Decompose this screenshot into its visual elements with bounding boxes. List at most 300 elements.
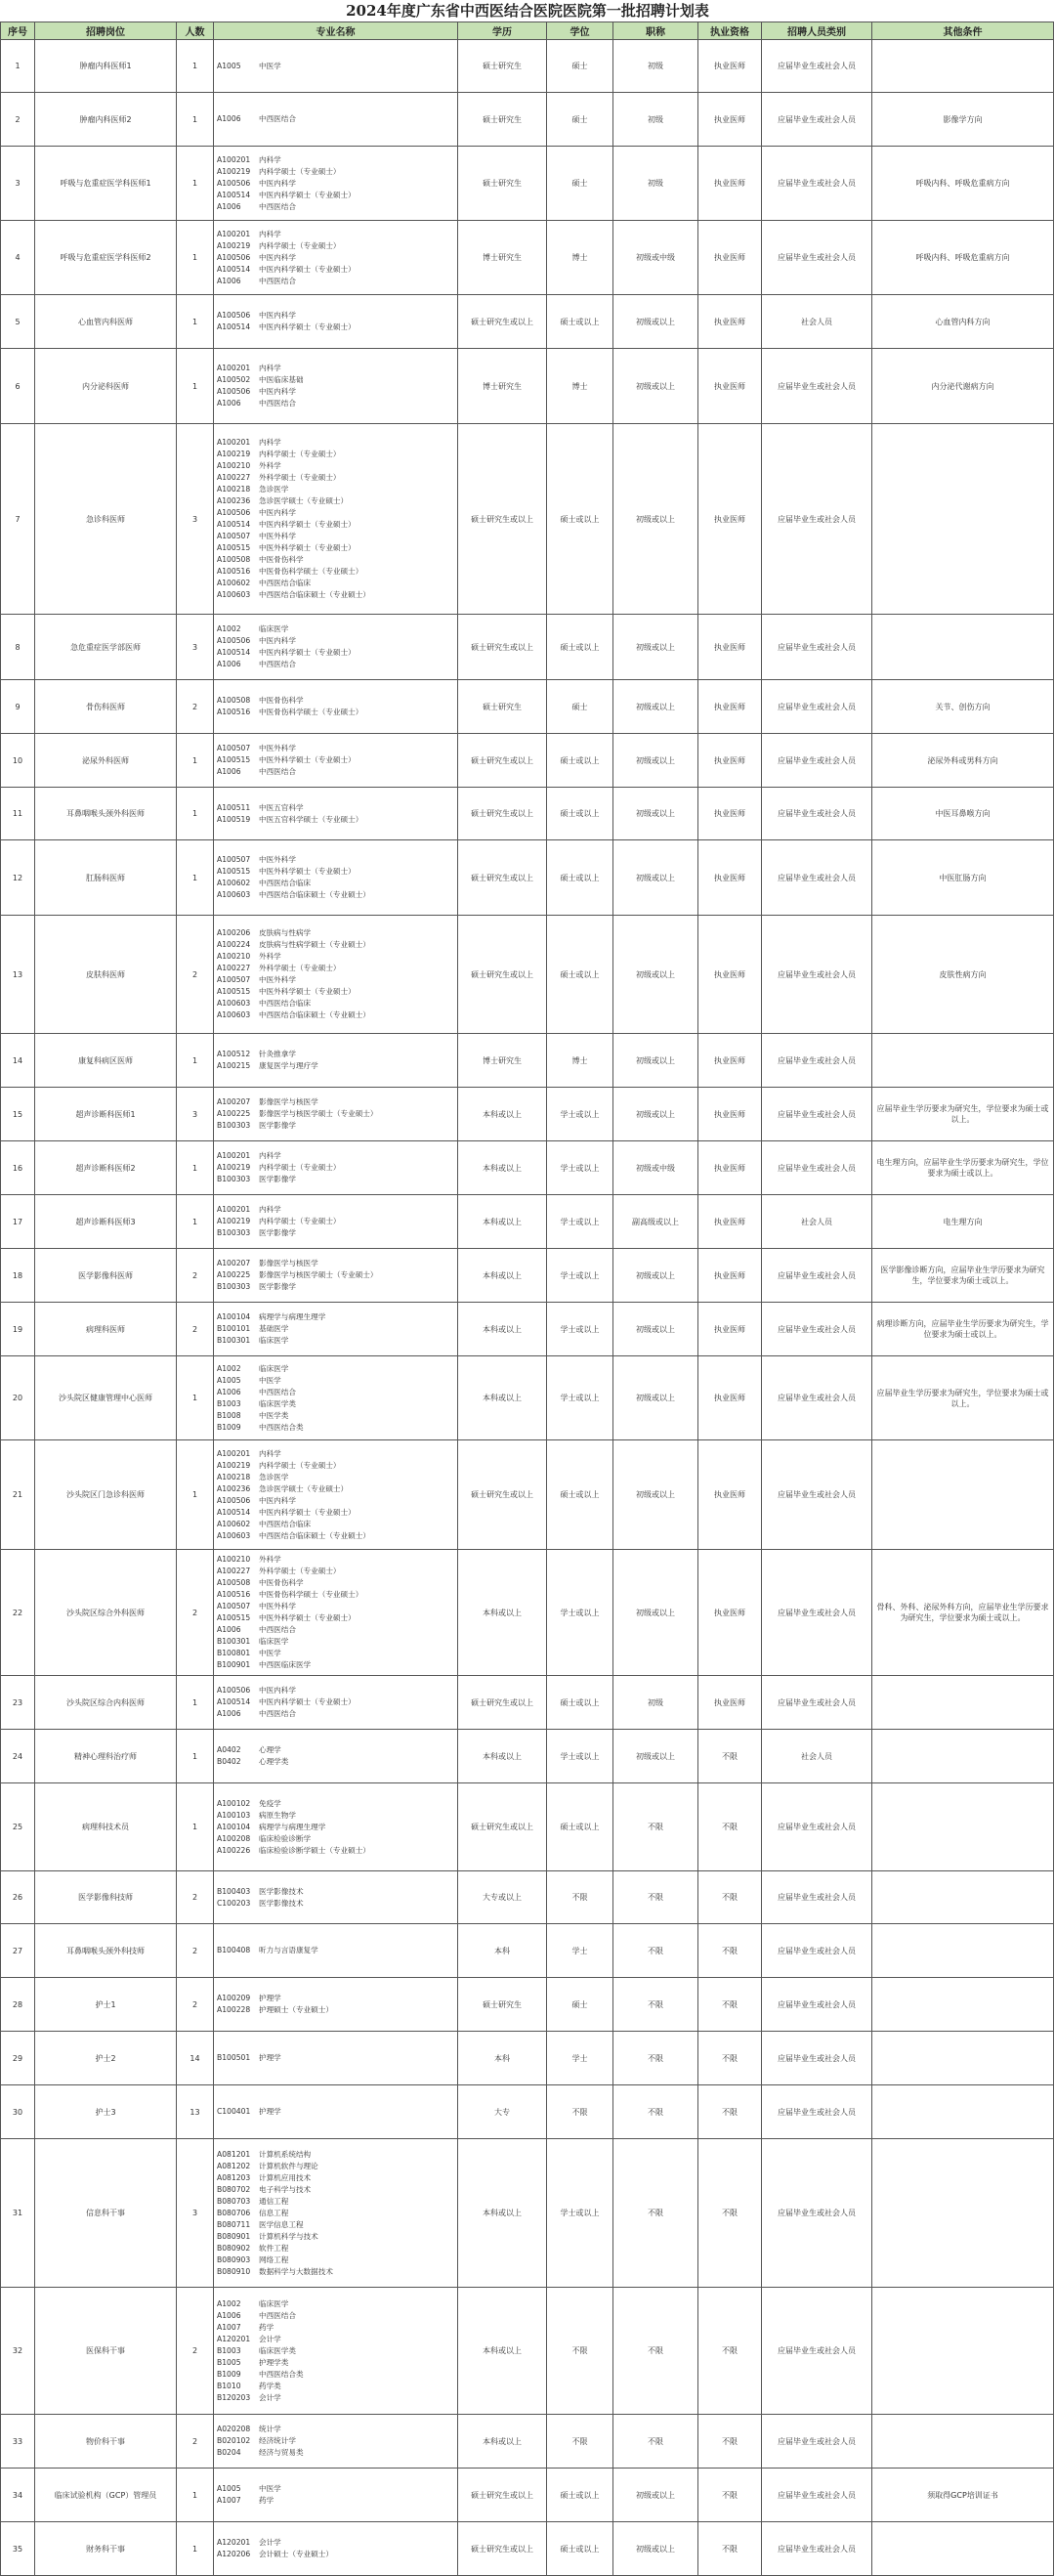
major-code: B100501 xyxy=(217,2053,251,2062)
major-item xyxy=(217,2161,455,2172)
cell-majors xyxy=(214,147,458,221)
major-item xyxy=(217,166,455,178)
major-item xyxy=(217,1258,455,1269)
cell-title: 副高级或以上 xyxy=(613,1195,698,1249)
major-name: 中医骨伤科学 xyxy=(259,696,304,705)
cell-majors xyxy=(214,2415,458,2469)
major-code: A1002 xyxy=(217,2298,241,2308)
header-count: 人数 xyxy=(177,22,214,40)
major-name: 急诊医学硕士（专业硕士） xyxy=(259,496,349,505)
cell-candidate-type: 应届毕业生或社会人员 xyxy=(762,2415,872,2469)
cell-degree: 硕士或以上 xyxy=(547,1676,613,1730)
major-item xyxy=(217,1744,455,1756)
major-item xyxy=(217,635,455,647)
major-item xyxy=(217,2334,455,2345)
table-row xyxy=(1,424,1054,615)
major-name: 中西医结合 xyxy=(259,767,296,776)
cell-other-conditions xyxy=(872,2415,1054,2469)
major-name: 中医学 xyxy=(259,1649,281,1657)
major-code: A100602 xyxy=(217,1519,251,1528)
major-code: A100219 xyxy=(217,166,251,176)
major-name: 中医外科学硕士（专业硕士） xyxy=(259,543,356,552)
major-item xyxy=(217,495,455,507)
cell-other-conditions: 呼吸内科、呼吸危重病方向 xyxy=(872,221,1054,295)
cell-other-conditions: 呼吸内科、呼吸危重病方向 xyxy=(872,147,1054,221)
cell-post: 超声诊断科医师2 xyxy=(35,1141,177,1195)
major-name: 计算机软件与理论 xyxy=(259,2161,318,2170)
major-name: 医学影像技术 xyxy=(259,1898,304,1908)
major-item xyxy=(217,1009,455,1021)
major-item xyxy=(217,113,455,125)
major-name: 中医外科学 xyxy=(259,1602,296,1610)
major-name: 中西医结合 xyxy=(259,201,296,211)
major-item xyxy=(217,1577,455,1589)
cell-count: 2 xyxy=(177,680,214,734)
cell-other-conditions xyxy=(872,1440,1054,1550)
major-code: A100218 xyxy=(217,485,251,494)
cell-qualification: 执业医师 xyxy=(698,1676,762,1730)
cell-candidate-type: 应届毕业生或社会人员 xyxy=(762,147,872,221)
major-code: B080901 xyxy=(217,2231,251,2241)
cell-no: 32 xyxy=(1,2288,35,2415)
major-name: 内科学硕士（专业硕士） xyxy=(259,166,341,176)
major-code: A100508 xyxy=(217,1578,251,1587)
cell-degree: 硕士或以上 xyxy=(547,916,613,1034)
major-code: B1003 xyxy=(217,1398,241,1408)
cell-majors xyxy=(214,840,458,916)
cell-candidate-type: 应届毕业生或社会人员 xyxy=(762,1978,872,2032)
major-name: 中医内科学 xyxy=(259,1495,296,1505)
major-code: A100201 xyxy=(217,364,251,372)
cell-post: 财务科干事 xyxy=(35,2522,177,2576)
cell-other-conditions xyxy=(872,40,1054,93)
major-name: 计算机系统结构 xyxy=(259,2149,312,2159)
cell-title: 初级或以上 xyxy=(613,349,698,424)
major-name: 内科学 xyxy=(259,1205,281,1214)
major-item xyxy=(217,659,455,670)
major-code: A100210 xyxy=(217,952,251,961)
cell-education: 本科或以上 xyxy=(458,1550,547,1676)
cell-no: 33 xyxy=(1,2415,35,2469)
cell-post: 医学影像科医师 xyxy=(35,1249,177,1303)
page-title: 2024年度广东省中西医结合医院医院第一批招聘计划表 xyxy=(346,2,709,20)
cell-count: 1 xyxy=(177,1356,214,1440)
major-name: 中西医结合 xyxy=(259,660,296,668)
table-row xyxy=(1,1088,1054,1141)
cell-qualification: 不限 xyxy=(698,1871,762,1924)
major-item xyxy=(217,1335,455,1347)
major-name: 急诊医学硕士（专业硕士） xyxy=(259,1483,349,1493)
major-item xyxy=(217,878,455,889)
cell-other-conditions: 中医肛肠方向 xyxy=(872,840,1054,916)
header-education: 学历 xyxy=(458,22,547,40)
major-name: 中医骨伤科学硕士（专业硕士） xyxy=(259,1590,363,1599)
cell-post: 泌尿外科医师 xyxy=(35,734,177,788)
cell-post: 沙头院区健康管理中心医师 xyxy=(35,1356,177,1440)
major-code: B080902 xyxy=(217,2243,251,2253)
cell-degree: 硕士或以上 xyxy=(547,2469,613,2522)
major-item xyxy=(217,2537,455,2549)
major-name: 中西医结合临床硕士（专业硕士） xyxy=(259,1530,370,1540)
cell-title: 初级或以上 xyxy=(613,788,698,840)
major-name: 内科学硕士（专业硕士） xyxy=(259,240,341,250)
major-name: 心理学类 xyxy=(259,1757,289,1766)
cell-count: 1 xyxy=(177,1195,214,1249)
major-code: A100506 xyxy=(217,178,251,188)
major-code: A100201 xyxy=(217,438,251,447)
major-code: A100514 xyxy=(217,264,251,274)
table-row xyxy=(1,734,1054,788)
cell-other-conditions: 心血管内科方向 xyxy=(872,295,1054,349)
cell-degree: 硕士 xyxy=(547,1978,613,2032)
cell-no: 24 xyxy=(1,1730,35,1783)
major-code: B100303 xyxy=(217,1175,251,1183)
major-code: A100219 xyxy=(217,1460,251,1470)
cell-post: 皮肤科医师 xyxy=(35,916,177,1034)
major-code: A100514 xyxy=(217,322,251,331)
cell-majors xyxy=(214,1871,458,1924)
major-name: 医学影像学 xyxy=(259,1228,296,1237)
major-name: 护理学 xyxy=(259,2053,281,2062)
cell-other-conditions: 关节、创伤方向 xyxy=(872,680,1054,734)
major-code: A100506 xyxy=(217,252,251,262)
cell-education: 硕士研究生或以上 xyxy=(458,295,547,349)
major-item xyxy=(217,201,455,213)
cell-qualification: 不限 xyxy=(698,1978,762,2032)
major-item xyxy=(217,2106,455,2118)
major-code: B100303 xyxy=(217,1121,251,1130)
major-code: A1007 xyxy=(217,2496,241,2505)
header-no: 序号 xyxy=(1,22,35,40)
major-name: 中西医结合临床硕士（专业硕士） xyxy=(259,1010,370,1019)
table-row xyxy=(1,1924,1054,1978)
cell-title: 不限 xyxy=(613,2085,698,2139)
cell-count: 3 xyxy=(177,1088,214,1141)
cell-other-conditions: 须取得GCP培训证书 xyxy=(872,2469,1054,2522)
major-item xyxy=(217,1281,455,1293)
major-code: A100603 xyxy=(217,890,251,899)
major-name: 中西医结合临床 xyxy=(259,579,312,587)
cell-title: 初级或以上 xyxy=(613,1356,698,1440)
major-item xyxy=(217,2392,455,2404)
major-item xyxy=(217,939,455,951)
major-code: B100303 xyxy=(217,1282,251,1291)
major-item xyxy=(217,1554,455,1566)
cell-no: 34 xyxy=(1,2469,35,2522)
major-code: A100219 xyxy=(217,240,251,250)
cell-other-conditions xyxy=(872,1034,1054,1088)
cell-majors xyxy=(214,2032,458,2085)
major-name: 药学 xyxy=(259,2322,274,2332)
major-code: A100515 xyxy=(217,543,251,552)
major-code: A100516 xyxy=(217,708,251,716)
major-name: 基础医学 xyxy=(259,1324,289,1333)
major-name: 外科学 xyxy=(259,1555,281,1564)
cell-candidate-type: 应届毕业生或社会人员 xyxy=(762,788,872,840)
cell-majors xyxy=(214,1088,458,1141)
major-name: 中医内科学 xyxy=(259,178,296,188)
major-name: 护理硕士（专业硕士） xyxy=(259,2005,333,2014)
major-code: A1006 xyxy=(217,2310,241,2320)
major-code: A100516 xyxy=(217,567,251,576)
major-code: A100507 xyxy=(217,744,251,752)
major-name: 临床医学 xyxy=(259,1637,289,1646)
major-code: B100901 xyxy=(217,1660,251,1669)
major-item xyxy=(217,484,455,495)
table-row xyxy=(1,147,1054,221)
cell-title: 初级或以上 xyxy=(613,916,698,1034)
cell-no: 10 xyxy=(1,734,35,788)
cell-degree: 学士 xyxy=(547,1924,613,1978)
cell-majors xyxy=(214,221,458,295)
cell-post: 沙头院区综合外科医师 xyxy=(35,1550,177,1676)
cell-education: 本科或以上 xyxy=(458,1088,547,1141)
major-name: 中医内科学硕士（专业硕士） xyxy=(259,520,356,529)
cell-education: 本科或以上 xyxy=(458,1249,547,1303)
major-name: 中西医结合 xyxy=(259,276,296,285)
cell-title: 初级或以上 xyxy=(613,2522,698,2576)
cell-candidate-type: 应届毕业生或社会人员 xyxy=(762,40,872,93)
major-item xyxy=(217,589,455,601)
major-code: B080703 xyxy=(217,2196,251,2206)
major-name: 中医内科学硕士（专业硕士） xyxy=(259,190,356,199)
major-item xyxy=(217,623,455,635)
major-code: A100201 xyxy=(217,1448,251,1458)
major-name: 影像医学与核医学 xyxy=(259,1259,318,1267)
major-name: 中西医结合类 xyxy=(259,2369,304,2379)
table-row xyxy=(1,680,1054,734)
cell-title: 初级或以上 xyxy=(613,734,698,788)
major-name: 中医内科学 xyxy=(259,311,296,320)
major-name: 中西医结合临床 xyxy=(259,1519,312,1528)
major-item xyxy=(217,998,455,1009)
cell-education: 博士研究生 xyxy=(458,349,547,424)
cell-post: 精神心理科治疗师 xyxy=(35,1730,177,1783)
table-row xyxy=(1,2415,1054,2469)
cell-qualification: 执业医师 xyxy=(698,1088,762,1141)
major-code: C100401 xyxy=(217,2107,251,2116)
cell-majors xyxy=(214,1978,458,2032)
cell-no: 30 xyxy=(1,2085,35,2139)
cell-title: 初级或以上 xyxy=(613,295,698,349)
major-code: A100514 xyxy=(217,1507,251,1517)
cell-count: 1 xyxy=(177,1730,214,1783)
major-name: 中医外科学 xyxy=(259,532,296,540)
cell-other-conditions: 医学影像诊断方向，应届毕业生学历要求为研究生，学位要求为硕士或以上。 xyxy=(872,1249,1054,1303)
cell-qualification: 执业医师 xyxy=(698,734,762,788)
major-code: A120206 xyxy=(217,2550,251,2558)
cell-qualification: 执业医师 xyxy=(698,349,762,424)
cell-post: 内分泌科医师 xyxy=(35,349,177,424)
major-name: 内科学 xyxy=(259,364,281,372)
cell-post: 呼吸与危重症医学科医师2 xyxy=(35,221,177,295)
major-name: 内科学硕士（专业硕士） xyxy=(259,450,341,458)
cell-other-conditions: 应届毕业生学历要求为研究生，学位要求为硕士或以上。 xyxy=(872,1356,1054,1440)
major-name: 中医五官科学硕士（专业硕士） xyxy=(259,814,363,824)
major-item xyxy=(217,154,455,166)
major-item xyxy=(217,1269,455,1281)
major-item xyxy=(217,566,455,578)
major-code: A100219 xyxy=(217,450,251,458)
cell-degree: 硕士或以上 xyxy=(547,1783,613,1871)
major-code: A100224 xyxy=(217,940,251,949)
cell-candidate-type: 应届毕业生或社会人员 xyxy=(762,2085,872,2139)
major-name: 中医骨伤科学 xyxy=(259,1578,304,1587)
major-item xyxy=(217,1096,455,1108)
cell-title: 初级或以上 xyxy=(613,1440,698,1550)
cell-no: 14 xyxy=(1,1034,35,1088)
major-item xyxy=(217,1810,455,1822)
cell-title: 初级 xyxy=(613,1676,698,1730)
cell-post: 物价科干事 xyxy=(35,2415,177,2469)
major-code: B080706 xyxy=(217,2208,251,2217)
cell-no: 1 xyxy=(1,40,35,93)
major-item xyxy=(217,531,455,542)
major-code: A100512 xyxy=(217,1050,251,1058)
major-code: A100210 xyxy=(217,461,251,470)
major-name: 内科学硕士（专业硕士） xyxy=(259,1163,341,1172)
major-name: 中医内科学硕士（专业硕士） xyxy=(259,322,356,331)
major-item xyxy=(217,460,455,472)
major-name: 皮肤病与性病学硕士（专业硕士） xyxy=(259,940,370,949)
cell-title: 不限 xyxy=(613,2032,698,2085)
cell-other-conditions xyxy=(872,1783,1054,1871)
cell-title: 不限 xyxy=(613,1871,698,1924)
cell-qualification: 执业医师 xyxy=(698,1034,762,1088)
cell-no: 20 xyxy=(1,1356,35,1440)
major-name: 听力与言语康复学 xyxy=(259,1946,318,1954)
table-row xyxy=(1,1440,1054,1550)
major-item xyxy=(217,963,455,974)
cell-education: 硕士研究生或以上 xyxy=(458,840,547,916)
major-item xyxy=(217,1387,455,1398)
cell-no: 12 xyxy=(1,840,35,916)
major-item xyxy=(217,229,455,240)
major-code: A100515 xyxy=(217,987,251,996)
cell-degree: 不限 xyxy=(547,2288,613,2415)
cell-other-conditions xyxy=(872,2288,1054,2415)
major-code: A100207 xyxy=(217,1097,251,1106)
major-code: A100208 xyxy=(217,1833,251,1843)
cell-post: 耳鼻咽喉头颈外科技师 xyxy=(35,1924,177,1978)
cell-no: 6 xyxy=(1,349,35,424)
cell-qualification: 执业医师 xyxy=(698,1356,762,1440)
cell-no: 29 xyxy=(1,2032,35,2085)
cell-degree: 学士或以上 xyxy=(547,1088,613,1141)
cell-no: 3 xyxy=(1,147,35,221)
cell-education: 本科或以上 xyxy=(458,2415,547,2469)
cell-majors xyxy=(214,734,458,788)
major-item xyxy=(217,1945,455,1956)
major-item xyxy=(217,374,455,386)
cell-no: 13 xyxy=(1,916,35,1034)
cell-title: 不限 xyxy=(613,2415,698,2469)
major-code: A100236 xyxy=(217,1483,251,1493)
cell-no: 5 xyxy=(1,295,35,349)
cell-degree: 硕士或以上 xyxy=(547,840,613,916)
cell-education: 硕士研究生或以上 xyxy=(458,2469,547,2522)
table-row xyxy=(1,788,1054,840)
header-title: 职称 xyxy=(613,22,698,40)
cell-no: 25 xyxy=(1,1783,35,1871)
major-code: A100227 xyxy=(217,1567,251,1575)
major-name: 中医学类 xyxy=(259,1410,289,1420)
cell-education: 大专或以上 xyxy=(458,1871,547,1924)
recruitment-table xyxy=(0,21,1054,2576)
major-item xyxy=(217,363,455,374)
cell-title: 初级或以上 xyxy=(613,1303,698,1356)
major-item xyxy=(217,2149,455,2161)
major-code: A1005 xyxy=(217,61,241,70)
cell-title: 初级 xyxy=(613,93,698,147)
major-code: A100603 xyxy=(217,999,251,1008)
cell-post: 临床试验机构（GCP）管理员 xyxy=(35,2469,177,2522)
major-code: A100514 xyxy=(217,648,251,657)
major-item xyxy=(217,2424,455,2435)
cell-count: 2 xyxy=(177,2288,214,2415)
major-code: B100408 xyxy=(217,1946,251,1954)
major-item xyxy=(217,1685,455,1696)
major-name: 中西医结合 xyxy=(259,1387,296,1396)
cell-candidate-type: 应届毕业生或社会人员 xyxy=(762,1249,872,1303)
cell-other-conditions xyxy=(872,2032,1054,2085)
major-code: A100515 xyxy=(217,1613,251,1622)
major-name: 影像医学与核医学硕士（专业硕士） xyxy=(259,1109,378,1118)
major-item xyxy=(217,578,455,589)
major-name: 内科学 xyxy=(259,438,281,447)
major-item xyxy=(217,2298,455,2310)
cell-qualification: 不限 xyxy=(698,2288,762,2415)
major-item xyxy=(217,437,455,449)
cell-title: 初级或中级 xyxy=(613,1141,698,1195)
cell-candidate-type: 社会人员 xyxy=(762,295,872,349)
major-item xyxy=(217,743,455,754)
cell-candidate-type: 应届毕业生或社会人员 xyxy=(762,424,872,615)
major-code: A1005 xyxy=(217,1375,241,1385)
major-item xyxy=(217,1204,455,1216)
cell-post: 护士1 xyxy=(35,1978,177,2032)
cell-candidate-type: 应届毕业生或社会人员 xyxy=(762,1440,872,1550)
major-name: 医学影像学 xyxy=(259,1175,296,1183)
major-name: 中医外科学硕士（专业硕士） xyxy=(259,1613,356,1622)
major-item xyxy=(217,1495,455,1507)
major-name: 内科学 xyxy=(259,1151,281,1160)
major-code: B100403 xyxy=(217,1886,251,1896)
major-code: A1006 xyxy=(217,1387,241,1396)
major-item xyxy=(217,2254,455,2266)
major-code: A100516 xyxy=(217,1590,251,1599)
cell-candidate-type: 应届毕业生或社会人员 xyxy=(762,615,872,680)
major-code: B1009 xyxy=(217,2369,241,2379)
cell-majors xyxy=(214,1676,458,1730)
major-item xyxy=(217,2196,455,2208)
major-code: A100508 xyxy=(217,696,251,705)
major-name: 会计学 xyxy=(259,2538,281,2547)
cell-degree: 不限 xyxy=(547,2415,613,2469)
major-code: A020208 xyxy=(217,2425,251,2433)
major-name: 临床医学类 xyxy=(259,2345,296,2355)
cell-education: 本科或以上 xyxy=(458,1356,547,1440)
cell-education: 大专 xyxy=(458,2085,547,2139)
major-item xyxy=(217,1108,455,1120)
cell-candidate-type: 应届毕业生或社会人员 xyxy=(762,2469,872,2522)
major-name: 护理学类 xyxy=(259,2357,289,2367)
cell-count: 1 xyxy=(177,147,214,221)
cell-qualification: 不限 xyxy=(698,1730,762,1783)
major-name: 护理学 xyxy=(259,1994,281,2002)
cell-other-conditions xyxy=(872,1871,1054,1924)
major-item xyxy=(217,707,455,718)
